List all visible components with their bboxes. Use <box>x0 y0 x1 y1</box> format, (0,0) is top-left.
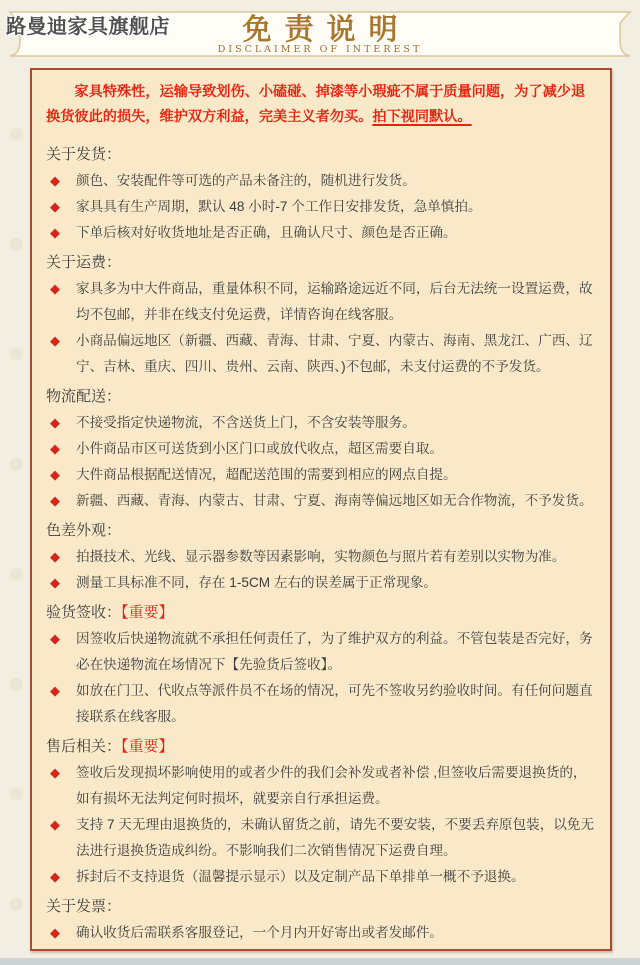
section-items <box>46 168 596 246</box>
section <box>46 384 596 514</box>
diamond-bullet-icon: ◆ <box>50 493 60 508</box>
bullet-item-text: 拆封后不支持退货（温馨提示显示）以及定制产品下单排单一概不予退换。 <box>76 869 525 884</box>
section-items <box>46 626 596 730</box>
section-heading <box>46 600 596 626</box>
bullet-item <box>46 812 596 864</box>
section-heading <box>46 734 596 760</box>
bullet-item-text: 小商品偏远地区（新疆、西藏、青海、甘肃、宁夏、内蒙古、海南、黑龙江、广西、辽宁、吉林、重庆、四川、贵州、云南、陕西、)不包邮，未支付运费的不予发货。 <box>76 333 593 374</box>
diamond-bullet-icon: ◆ <box>50 869 60 884</box>
diamond-bullet-icon: ◆ <box>50 225 60 240</box>
diamond-bullet-icon: ◆ <box>50 281 60 296</box>
bullet-item-text: 拍摄技术、光线、显示器参数等因素影响，实物颜色与照片若有差别以实物为准。 <box>76 549 566 564</box>
diamond-bullet-icon: ◆ <box>50 333 60 348</box>
section-important-label: 【重要】 <box>121 604 174 621</box>
bullet-item-text: 不接受指定快递物流，不含送货上门，不含安装等服务。 <box>76 415 416 430</box>
bullet-item <box>46 626 596 678</box>
diamond-bullet-icon: ◆ <box>50 817 60 832</box>
bullet-item <box>46 220 596 246</box>
section-items <box>46 410 596 514</box>
bullet-item <box>46 544 596 570</box>
bullet-item-text: 新疆、西藏、青海、内蒙古、甘肃、宁夏、海南等偏远地区如无合作物流，不予发货。 <box>76 493 593 508</box>
section-heading <box>46 384 596 410</box>
bullet-item <box>46 570 596 596</box>
bullet-item-text: 支持 7 天无理由退换货的，未确认留货之前，请先不要安装，不要丢弃原包装，以免无法进行退换货造成纠纷。不影响我们二次销售情况下运费自理。 <box>76 817 595 858</box>
section-heading <box>46 518 596 544</box>
sections-list <box>46 142 596 946</box>
section-items <box>46 276 596 380</box>
section-heading <box>46 894 596 920</box>
diamond-bullet-icon: ◆ <box>50 549 60 564</box>
bullet-item <box>46 328 596 380</box>
page-subtitle: DISCLAIMER OF INTEREST <box>217 44 423 55</box>
bullet-item-text: 家具多为中大件商品，重量体积不同，运输路途远近不同，后台无法统一设置运费，故均不包邮，并非在线支付免运费，详情咨询在线客服。 <box>76 281 593 322</box>
bullet-item-text: 大件商品根据配送情况，超配送范围的需要到相应的网点自提。 <box>76 467 457 482</box>
diamond-bullet-icon: ◆ <box>50 199 60 214</box>
section <box>46 734 596 890</box>
section <box>46 250 596 380</box>
bullet-item <box>46 864 596 890</box>
notice-paragraph <box>46 80 596 130</box>
section-title: 关于发票： <box>46 898 122 915</box>
diamond-bullet-icon: ◆ <box>50 441 60 456</box>
bullet-item-text: 家具具有生产周期，默认 48 小时-7 个工作日安排发货，急单慎拍。 <box>76 199 482 214</box>
bullet-item <box>46 194 596 220</box>
section <box>46 142 596 246</box>
bullet-item-text: 签收后发现损坏影响使用的或者少件的我们会补发或者补偿 ,但签收后需要退换货的，如有损坏无法判定何时损坏，就要亲自行承担运费。 <box>76 765 587 806</box>
bullet-item-text: 小件商品市区可送货到小区门口或放代收点，超区需要自取。 <box>76 441 444 456</box>
diamond-bullet-icon: ◆ <box>50 415 60 430</box>
section-title: 验货签收： <box>46 604 122 621</box>
bottom-strip <box>0 958 640 965</box>
bullet-item <box>46 410 596 436</box>
section-title: 色差外观： <box>46 522 122 539</box>
section <box>46 518 596 596</box>
section <box>46 894 596 946</box>
store-watermark: 路曼迪家具旗舰店 <box>6 16 170 38</box>
notice-underlined-text: 拍下视同默认。 <box>372 109 472 125</box>
bullet-item-text: 因签收后快递物流就不承担任何责任了，为了维护双方的利益。不管包装是否完好，务必在快递物流在场情况下【先验货后签收】。 <box>76 631 593 672</box>
bullet-item <box>46 488 596 514</box>
bullet-item-text: 颜色、安装配件等可选的产品未备注的，随机进行发货。 <box>76 173 416 188</box>
section-items <box>46 544 596 596</box>
section-heading <box>46 250 596 276</box>
diamond-bullet-icon: ◆ <box>50 467 60 482</box>
page-title: 免责说明 <box>242 12 411 46</box>
header-banner <box>8 10 632 58</box>
diamond-bullet-icon: ◆ <box>50 575 60 590</box>
bullet-item <box>46 920 596 946</box>
disclaimer-panel <box>30 68 612 951</box>
diamond-bullet-icon: ◆ <box>50 683 60 698</box>
bullet-item-text: 确认收货后需联系客服登记，一个月内开好寄出或者发邮件。 <box>76 925 444 940</box>
section-title: 售后相关： <box>46 738 122 755</box>
bullet-item <box>46 760 596 812</box>
bullet-item <box>46 462 596 488</box>
notice-text: 家具特殊性，运输导致划伤、小磕碰、掉漆等小瑕疵不属于质量问题，为了减少退换货彼此的损失，维护双方利益，完美主义者勿买。 <box>46 84 586 125</box>
diamond-bullet-icon: ◆ <box>50 765 60 780</box>
diamond-bullet-icon: ◆ <box>50 631 60 646</box>
bullet-item <box>46 436 596 462</box>
bullet-item-text: 测量工具标准不同，存在 1-5CM 左右的误差属于正常现象。 <box>76 575 437 590</box>
bullet-item <box>46 678 596 730</box>
diamond-bullet-icon: ◆ <box>50 925 60 940</box>
bullet-item-text: 如放在门卫、代收点等派件员不在场的情况，可先不签收另约验收时间。有任何问题直接联系在线客服。 <box>76 683 593 724</box>
section-items <box>46 760 596 890</box>
section-title: 物流配送： <box>46 388 122 405</box>
bullet-item-text: 下单后核对好收货地址是否正确，且确认尺寸、颜色是否正确。 <box>76 225 457 240</box>
section-title: 关于发货： <box>46 146 122 163</box>
section-heading <box>46 142 596 168</box>
diamond-bullet-icon: ◆ <box>50 173 60 188</box>
section <box>46 600 596 730</box>
section-important-label: 【重要】 <box>121 738 174 755</box>
bullet-item <box>46 276 596 328</box>
section-title: 关于运费： <box>46 254 122 271</box>
section-items <box>46 920 596 946</box>
bullet-item <box>46 168 596 194</box>
